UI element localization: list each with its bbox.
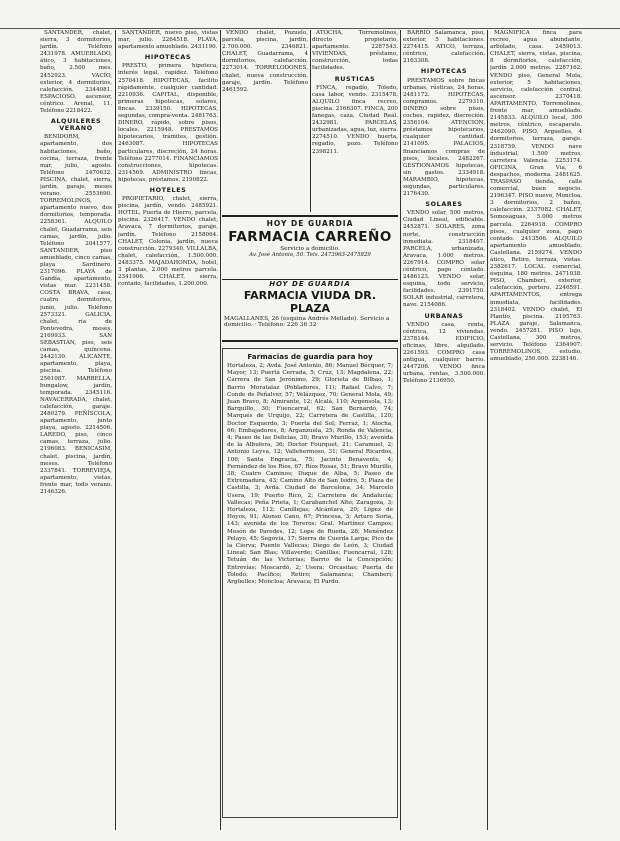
classified-text: ATOCHA, Torremolinos, directo propietario, apartamento. 2287543. VIVIENDAS, préstamo, construcción, todas facilidades. (312, 30, 398, 72)
classified-column-3 (222, 30, 308, 212)
classified-text: SANTANDER, nuevo piso, vistas mar, julio. 2264518. PLAYA, apartamento amueblado. 2431190. (118, 30, 218, 51)
pharmacy-box-kicker: HOY DE GUARDIA (266, 219, 354, 228)
classified-text: PRESTAMOS sobre fincas urbanas, rústicas, 24 horas. 2481172. HIPOTECAS, compramos. 2279310. DINERO sobre pisos, coches, rapidez, discreción. 2356104. ATENCION, préstamos hipotecarios, cualquier cantidad. 2141095. PALACIOS, financiamos compras de pisos, locales. 2482267. GESTIONAMOS hipotecas, sin gastos. 2334918. MARAMBIO, hipotecas, segundas, particulares. 2176430. (403, 77, 485, 198)
classified-column-5 (403, 30, 485, 830)
classified-text: BENIDORM, apartamento, dos habitaciones, baño, cocina, terraza, frente mar, julio, agosto. Teléfono 2470632. PISCINA, chalet, sierra, jardín, garaje, meses verano. 2553690. TORREMOLINOS, apartamento nuevo, dos dormitorios, temporada. 2258361. ALQUILO chalet, Guadarrama, seis camas, jardín, julio. Teléfono 2041577. SANTANDER, piso amueblado, cinco camas, playa Sardinero. 2317096. PLAYA de Gandía, apartamento, vistas mar. 2231458. COSTA BRAVA, casa, cuatro dormitorios, junio, julio. Teléfono 2573321. GALICIA, chalet, ría de Pontevedra, meses. 2169933. SAN SEBASTIÁN, piso, seis camas, quincena. 2442130. ALICANTE, apartamento, playa, piscina. Teléfono 2561087. MARBELLA, bungalow, jardín, temporada. 2345116. NAVACERRADA, chalet, calefacción, garaje. 2480279. PEÑÍSCOLA, apartamento, junto playa, agosto. 2214506. LAREDO, piso, cinco camas, terraza, julio. 2196083. BENICASIM, chalet, piscina, jardín, meses. Teléfono 2337841. TORREVIEJA, apartamento, vistas, frente mar, todo verano. 2146326. (40, 134, 112, 495)
classified-text: VENDO casa, renta, céntrica, 12 viviendas. 2378144. EDIFICIO, oficinas, libre, alquilado. 2261593. COMPRO casa antigua, cualquier barrio. 2447206. VENDO finca urbana, rentas, 3.500.000. Teléfono 2136950. (403, 321, 485, 385)
classified-text: FINCA, regadío, Toledo, casa labor, vendo. 2315478. ALQUILO finca recreo, piscina. 2166307. FINCA, 200 fanegas, caza, Ciudad Real. 2432981. PARCELAS, urbanizadas, agua, luz, sierra. 2274510. VENDO huerta, regadío, pozo. Teléfono 2398211. (312, 84, 398, 155)
column-1-section-1 (40, 118, 112, 496)
section-heading: SOLARES (425, 200, 463, 209)
section-heading: HIPOTECAS (420, 67, 468, 76)
pharmacy-box-note: Servicio a domicilio. (280, 246, 340, 252)
pharmacy-list-body: Hortaleza, 2; Avda. José Antonio, 86; Manuel Bécquer, 7; Mayor, 13; Puerta Cerrada, 5; Cruz, 13; Magdalena, 22; Carrera de San Jerónimo, 29; Glorieta de Bilbao, 1; Barrio Moratalaz (Pobladores, 11); Rafael Calvo, 7; Conde de Peñalver, 57; Velázquez, 70; General Mola, 49; Juan Bravo, 8; Almirante, 12; Alcalá, 110; Argensola, 13; Barquillo, 30; Fuencarral, 62; San Bernardo, 74; Marqués de Urquijo, 22; Carretera de Castilla, 120; Doctor Esquerdo, 3; Puerta del Sol; Ferraz, 1; Atocha, 66; Embajadores, 8; Arganzuela, 25; Ronda de Valencia, 4; Paseo de las Delicias, 30; Bravo Murillo, 153; avenida de la Albufera, 36; Doctor Fourquet, 21; Caramuel, 2; Antonio Leyva, 12; Vallehermoso, 31; General Ricardos, 106; Santa Engracia, 75; Jacinto Benavente, 4; Fernández de los Ríos, 67; Ríos Rosas, 51; Bravo Murillo, 38; Cuatro Caminos; Duque de Alba, 5; Paseo de Extremadura, 43; Camino Alto de San Isidro, 5; Plaza de Castilla, 3; Avda. Ciudad de Barcelona, 34; Marcelo Usera, 19; Puerto Rico, 2; Carretera de Andalucía; Vallecas; Peña Prieta, 1; Carabanchel Alto; Zaragoza, 3; Hortaleza, 112; Canillejas; Alcántara, 20; López de Hoyos, 91; Alonso Cano, 67; Princesa, 3; Arturo Soria, 143; avenida de los Toreros; Gral. Martínez Campos; Mesón de Paredes, 12; Lope de Rueda, 28; Menéndez Pelayo, 45; Segovia, 17; Sierra de Cuerda Larga; Pico de la Cierva; Puente Vallecas; Diego de León, 3; Ciudad Lineal; San Blas; Villaverde; Canillas; Fuencarral, 128; Tetuán de las Victorias; Barrio de la Concepción; Entrevías; Moscardó, 2; Usera; Orcasitas; Puerta de Toledo; Pacífico; Retiro; Salamanca; Chamberí; Argüelles; Moncloa; Aravaca; El Pardo. (227, 363, 393, 586)
section-heading: URBANAS (424, 311, 464, 320)
section-heading: RUSTICAS (334, 74, 376, 83)
column-2-section-2 (118, 187, 218, 288)
column-rule (400, 30, 401, 830)
column-rule (487, 30, 488, 830)
column-1-section-0 (40, 30, 112, 115)
pharmacy-box-address: MAGALLANES, 26 (esquina Andrés Mellado). Servicio a domicilio. · Teléfono: 226 36 32 (224, 316, 390, 328)
classified-text: VENDO chalet, Pozuelo, parcela, piscina, jardín, 2.700.000. 2346821. CHALET, Guadarrama, 4 dormitorios, calefacción. 2273014. TORRELODONES, chalet, nueva construcción, garaje, jardín. Teléfono 2461592. (222, 30, 308, 93)
pharmacy-on-duty-box-2 (222, 280, 398, 342)
pharmacy-box-kicker: HOY DE GUARDIA (269, 280, 351, 288)
column-rule (115, 30, 116, 830)
pharmacy-box-address: Av. José Antonio, 50. Tels. 2473963-2475829 (249, 252, 371, 258)
classified-text: VENDO solar, 500 metros, Ciudad Lineal, edificable. 2452871. SOLARES, zona norte, construcción inmediata. 2318407. PARCELA, urbanizada, Aravaca, 1.000 metros. 2267914. COMPRO solar céntrico, pago contado. 2486123. VENDO solar, esquina, todo servicio, facilidades. 2391750. SOLAR industrial, carretera, nave. 2154086. (403, 210, 485, 309)
classified-column-4 (312, 30, 398, 212)
classified-text: MAGNIFICA finca para recreo, agua abundante, arbolado, casa. 2459013. CHALET, sierra, vistas, piscina, 8 dormitorios, calefacción, jardín 2.000 metros. 2287162. VENDO piso, General Mola, exterior, 5 habitaciones, servicio, calefacción central, ascensor. 2370418. APARTAMENTO, Torremolinos, frente mar, amueblado. 2145833. ALQUILO local, 300 metros, céntrico, escaparate. 2462090. PISO, Arguelles, 4 dormitorios, terraza, garaje. 2318759. VENDO nave industrial, 1.500 metros, carretera Valencia. 2253174. OFICINA, Gran Vía, 6 despachos, moderna. 2481625. TRASPASO tienda, calle comercial, buen negocio. 2196347. PISO nuevo, Moncloa, 3 dormitorios, 2 baños, calefacción. 2337082. CHALET, Somosaguas, 5.000 metros parcela. 2264918. COMPRO pisos, cualquier zona, pago contado. 2413506. ALQUILO apartamento amueblado, Castellana. 2159274. VENDO ático, Retiro, terraza, vistas. 2382617. LOCAL comercial, esquina, 180 metros. 2471038. PISO, Chamberí, exterior, calefacción, portero. 2246591. APARTAMENTOS, entrega inmediata, facilidades. 2318402. VENDO chalet, El Plantío, piscina. 2195763. PLAZA garaje, Salamanca, vendo. 2457281. PISO lujo, Castellana, 300 metros, servicio. Teléfono 2364907. TORREMOLINOS, estudio, amueblado, 250.000. 2238146. (490, 30, 582, 363)
classified-text: SANTANDER, chalet, sierra, 3 dormitorios, jardín. Teléfono 2431978. AMUEBLADO, ático, 3 habitaciones, baño, 2.500 mes. 2452923. VACÍO, exterior, 4 dormitorios, calefacción. 2344081. ESPACIOSO, ascensor, céntrico. Arenal, 11. Teléfono 2218422. (40, 30, 112, 115)
column-2-section-1 (118, 54, 218, 184)
classified-text: PROPIETARIO, chalet, sierra, piscina, jardín, vendo. 2485921. HOTEL, Puerta de Hierro, parcela, piscina. 2326417. VENDO chalet, Aravaca, 7 dormitorios, garaje, jardín. Teléfono 2158064. CHALET, Colonia, jardín, nueva construcción. 2279340. VILLALBA, chalet, calefacción, 1.500.000. 2483375. MAJADAHONDA, hotel, 3 plantas, 2.000 metros parcela. 2341906. CHALET, sierra, contado, facilidades, 1.200.000. (118, 196, 218, 288)
classified-text: PRESTO, primera hipoteca, interés legal, rapidez. Teléfono 2570418. HIPOTECAS, facilito rápidamente, cualquier cantidad. 2210936. CAPITAL, disponible, primeras hipotecas, solares, fincas. 2339150. HIPOTECAS, segundas, compra-venta. 2481763. DINERO, rápido, sobre pisos, locales. 2215948. PRESTAMOS hipotecarios, trámites, gestión. 2463087. HIPOTECAS particulares, discreción, 24 horas. Teléfono 2277014. FINANCIAMOS construcciones, hipotecas. 2314569. ADMINISTRO fincas, hipotecas, préstamos. 2190822. (118, 63, 218, 183)
classified-column-2 (118, 30, 218, 830)
column-rule (310, 30, 311, 212)
classified-column-6 (490, 30, 582, 830)
page-header-strip (0, 6, 620, 29)
pharmacy-box-title: FARMACIA VIUDA DR. PLAZA (243, 289, 377, 315)
pharmacy-on-duty-box (222, 215, 398, 280)
section-heading: HOTELES (149, 185, 187, 194)
column-2-section-0 (118, 30, 218, 51)
pharmacy-box-title: FARMACIA CARREÑO (228, 229, 392, 245)
pharmacy-list-title: Farmacias de guardia para hoy (247, 352, 373, 361)
section-heading: HIPOTECAS (144, 53, 192, 62)
column-rule (220, 30, 221, 830)
classified-column-1 (40, 30, 112, 830)
classified-text: BARRIO Salamanca, piso, exterior, 5 habitaciones. 2274415. ATICO, terraza, céntrico, calefacción. 2163308. (403, 30, 485, 65)
pharmacy-duty-list (222, 348, 398, 818)
section-heading: ALQUILERES VERANO (50, 117, 102, 133)
